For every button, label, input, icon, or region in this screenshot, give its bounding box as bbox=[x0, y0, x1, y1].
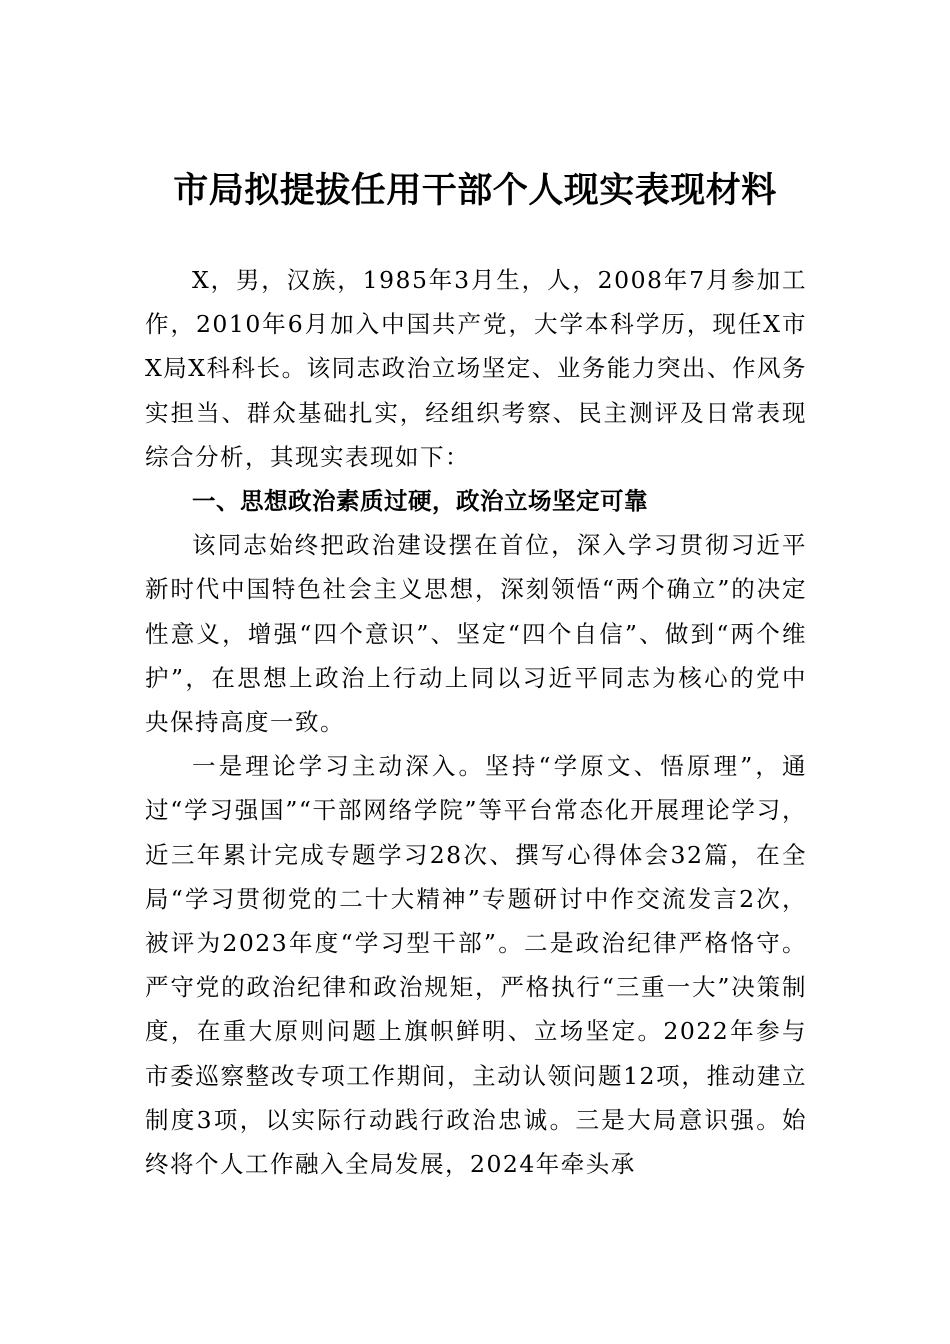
paragraph-text-1: 坚持“学原文、悟原理”，通过“学习强国”“干部网络学院”等平台常态化开展理论学习，近三年累计完成专题学习28次、撰写心得体会32篇，在全局“学习贯彻党的二十大精神”专题研讨中作交流发言2次，被评为2023年度“学习型干部”。 bbox=[145, 752, 808, 958]
paragraph-text-3: 始终将个人工作融入全局发展，2024年牵头承 bbox=[145, 1105, 808, 1179]
intro-paragraph: X，男，汉族，1985年3月生，人，2008年7月参加工作，2010年6月加入中国共产党，大学本科学历，现任X市X局X科科长。该同志政治立场坚定、业务能力突出、作风务实担当、群众基础扎实，经组织考察、民主测评及日常表现综合分析，其现实表现如下： bbox=[145, 266, 807, 471]
paragraph-text-2: 严守党的政治纪律和政治规矩，严格执行“三重一大”决策制度，在重大原则问题上旗帜鲜明、立场坚定。2022年参与市委巡察整改专项工作期间，主动认领问题12项，推动建立制度3项，以实际行动践行政治忠诚。 bbox=[145, 973, 807, 1134]
lead-phrase-2: 二是政治纪律严格恪守。 bbox=[524, 929, 807, 958]
document-body bbox=[145, 258, 807, 1186]
section-heading-1: 一、思想政治素质过硬，政治立场坚定可靠 bbox=[192, 487, 648, 516]
lead-phrase-1: 一是理论学习主动深入。 bbox=[192, 752, 486, 781]
section1-paragraph-2 bbox=[145, 744, 807, 1186]
section1-paragraph-1: 该同志始终把政治建设摆在首位，深入学习贯彻习近平新时代中国特色社会主义思想，深刻领悟“两个确立”的决定性意义，增强“四个意识”、坚定“四个自信”、做到“两个维护”，在思想上政治上行动上同以习近平同志为核心的党中央保持高度一致。 bbox=[145, 531, 807, 737]
lead-phrase-3: 三是大局意识强。 bbox=[575, 1105, 783, 1134]
document-title: 市局拟提拔任用干部个人现实表现材料 bbox=[173, 170, 777, 211]
